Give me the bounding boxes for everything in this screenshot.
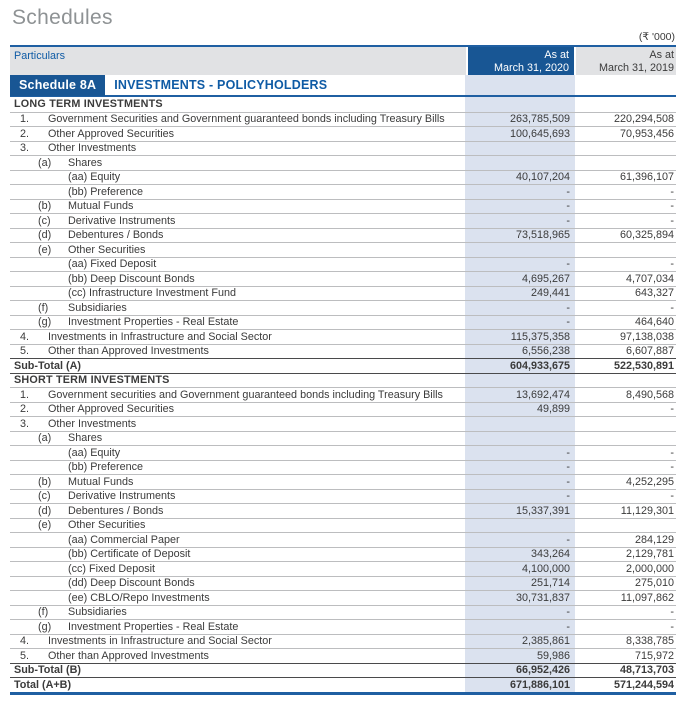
row-number: (g): [38, 620, 52, 633]
row-value-2020: 73,518,965: [515, 229, 570, 242]
table-row: [10, 112, 676, 127]
row-label-text: Government securities and Government guaranteed bonds including Treasury Bills: [48, 388, 443, 401]
row-value-2019: -: [670, 301, 674, 314]
row-value-2019: 220,294,508: [613, 113, 674, 126]
row-number: (f): [38, 301, 49, 314]
row-value-2019: -: [670, 200, 674, 213]
table-row: [10, 286, 676, 301]
row-label: [10, 142, 472, 154]
row-value-2019: 284,129: [634, 533, 674, 546]
row-value-2020: -: [566, 446, 570, 459]
col-2020-line1: As at: [544, 49, 569, 61]
row-label: (aa) Fixed Deposit: [68, 258, 157, 271]
row-number: 1.: [20, 388, 30, 401]
table-row: [10, 213, 676, 228]
row-number: (a): [38, 432, 52, 445]
row-number: (g): [38, 316, 52, 329]
row-label-text: Other Securities: [68, 519, 146, 532]
row-number: (d): [38, 229, 52, 242]
row-label-text: Other Investments: [48, 142, 137, 155]
row-label: [10, 302, 472, 314]
row-number: 3.: [20, 142, 30, 155]
row-label-text: Derivative Instruments: [68, 490, 176, 503]
row-number: (e): [38, 243, 52, 256]
table-row: [10, 387, 676, 402]
row-value-2020: 4,100,000: [521, 562, 570, 575]
row-value-2020: 4,695,267: [521, 272, 570, 285]
row-value-2020: -: [566, 620, 570, 633]
row-label: [10, 316, 472, 328]
row-value-2020: 15,337,391: [515, 504, 570, 517]
row-label-text: Subsidiaries: [68, 606, 127, 619]
row-value-2020: -: [566, 461, 570, 474]
row-value-2020: 115,375,358: [510, 330, 570, 343]
row-label: (dd) Deep Discount Bonds: [68, 577, 195, 590]
table-row: [10, 170, 676, 185]
table-row: [10, 315, 676, 330]
col-2020-line2: March 31, 2020: [493, 61, 569, 74]
row-number: 4.: [20, 330, 30, 343]
row-label: (aa) Commercial Paper: [68, 533, 180, 546]
row-label: Total (A+B): [14, 678, 72, 691]
row-number: (d): [38, 504, 52, 517]
row-label: [10, 650, 472, 662]
table-row: [10, 344, 676, 359]
row-label-text: Shares: [68, 432, 103, 445]
row-value-2019: 60,325,894: [619, 229, 674, 242]
table-row: [10, 329, 676, 344]
table-row: [10, 228, 676, 243]
row-label-text: Government Securities and Government guaranteed bonds including Treasury Bills: [48, 113, 445, 126]
section-row: [10, 97, 676, 112]
table-row: [10, 518, 676, 533]
row-value-2019: 61,396,107: [619, 171, 674, 184]
table-row: [10, 126, 676, 141]
row-label: LONG TERM INVESTMENTS: [14, 98, 163, 111]
row-value-2020: 66,952,426: [515, 664, 570, 677]
row-value-2019: 48,713,703: [619, 664, 674, 677]
table-row: [10, 576, 676, 591]
row-label-text: Mutual Funds: [68, 200, 134, 213]
row-label: [10, 432, 472, 444]
col-2020-header: [468, 47, 574, 75]
row-label: (cc) Infrastructure Investment Fund: [68, 287, 237, 300]
row-value-2019: 4,707,034: [625, 272, 674, 285]
row-number: 4.: [20, 635, 30, 648]
row-number: 2.: [20, 403, 30, 416]
row-label-text: Investments in Infrastructure and Social Sector: [48, 330, 272, 343]
row-label: [10, 345, 472, 357]
row-label: (bb) Deep Discount Bonds: [68, 272, 195, 285]
row-value-2020: 2,385,861: [521, 635, 570, 648]
row-label: [10, 229, 472, 241]
row-value-2020: -: [566, 301, 570, 314]
row-label: [10, 490, 472, 502]
row-number: (b): [38, 200, 52, 213]
table-row: [10, 503, 676, 518]
row-value-2020: 59,986: [536, 649, 570, 662]
table-row: [10, 300, 676, 315]
row-label: (ee) CBLO/Repo Investments: [68, 591, 210, 604]
row-label: [10, 331, 472, 343]
row-value-2019: 11,129,301: [620, 504, 674, 517]
row-value-2019: 11,097,862: [620, 591, 674, 604]
row-value-2020: -: [566, 258, 570, 271]
row-value-2019: 4,252,295: [625, 475, 674, 488]
schedule-row: [10, 75, 676, 97]
table-rows: [10, 97, 676, 692]
row-value-2020: -: [566, 214, 570, 227]
row-value-2019: 2,000,000: [625, 562, 674, 575]
row-label: [10, 157, 472, 169]
table-row: [10, 619, 676, 634]
table-body: [10, 75, 676, 692]
row-value-2019: 275,010: [634, 577, 674, 590]
row-value-2020: -: [566, 606, 570, 619]
table-row: [10, 532, 676, 547]
row-label-text: Other Approved Securities: [48, 127, 175, 140]
row-label: [10, 128, 472, 140]
row-value-2019: -: [670, 620, 674, 633]
row-label-text: Investment Properties - Real Estate: [68, 620, 239, 633]
schedule-title: INVESTMENTS - POLICYHOLDERS: [114, 78, 328, 92]
page-title: Schedules: [12, 6, 113, 29]
table-row: [10, 242, 676, 257]
row-number: 3.: [20, 417, 30, 430]
row-value-2019: 715,972: [634, 649, 674, 662]
row-label: [10, 635, 472, 647]
col-2019-header: [576, 47, 676, 75]
row-label: (bb) Certificate of Deposit: [68, 548, 191, 561]
row-value-2019: -: [670, 606, 674, 619]
table-row: [10, 155, 676, 170]
row-number: (f): [38, 606, 49, 619]
table-row: [10, 416, 676, 431]
col-2019-line1: As at: [649, 49, 674, 61]
row-value-2020: 6,556,238: [521, 345, 570, 358]
row-label-text: Mutual Funds: [68, 475, 134, 488]
row-label-text: Investment Properties - Real Estate: [68, 316, 239, 329]
col-2019-line2: March 31, 2019: [598, 61, 674, 74]
row-value-2020: -: [566, 200, 570, 213]
row-value-2019: -: [670, 403, 674, 416]
row-label: [10, 418, 472, 430]
row-value-2020: 13,692,474: [515, 388, 570, 401]
row-label: (bb) Preference: [68, 185, 144, 198]
row-value-2020: -: [566, 185, 570, 198]
row-label: [10, 505, 472, 517]
row-value-2019: -: [670, 185, 674, 198]
row-value-2020: -: [566, 316, 570, 329]
row-number: (c): [38, 490, 51, 503]
table-row: [10, 648, 676, 663]
schedule-badge: Schedule 8A: [10, 75, 105, 96]
row-label: [10, 113, 472, 125]
row-value-2020: -: [566, 490, 570, 503]
row-value-2020: 40,107,204: [515, 171, 570, 184]
row-value-2020: 249,441: [530, 287, 570, 300]
row-label-text: Shares: [68, 156, 103, 169]
row-value-2019: 464,640: [634, 316, 674, 329]
table-row: [10, 431, 676, 446]
row-value-2019: -: [670, 214, 674, 227]
row-label-text: Other than Approved Investments: [48, 345, 209, 358]
row-label-text: Other Approved Securities: [48, 403, 175, 416]
table-row: [10, 199, 676, 214]
table-row: [10, 677, 676, 692]
row-label-text: Investments in Infrastructure and Social Sector: [48, 635, 272, 648]
row-label: [10, 476, 472, 488]
particulars-header: Particulars: [10, 47, 466, 75]
row-value-2019: 643,327: [634, 287, 674, 300]
table-row: [10, 141, 676, 156]
row-value-2020: 343,264: [530, 548, 570, 561]
row-label: [10, 621, 472, 633]
table-header: [10, 47, 676, 75]
row-value-2020: 604,933,675: [509, 359, 570, 372]
row-value-2019: 571,244,594: [613, 678, 674, 691]
table-row: [10, 561, 676, 576]
row-value-2020: 251,714: [530, 577, 570, 590]
row-number: (c): [38, 214, 51, 227]
row-value-2020: -: [566, 475, 570, 488]
row-label: (aa) Equity: [68, 171, 121, 184]
row-value-2019: 6,607,887: [625, 345, 674, 358]
row-label: (bb) Preference: [68, 461, 144, 474]
row-value-2019: 8,490,568: [625, 388, 674, 401]
row-value-2019: 70,953,456: [619, 127, 674, 140]
row-label: [10, 244, 472, 256]
row-number: (e): [38, 519, 52, 532]
row-label: [10, 519, 472, 531]
document-page: [0, 6, 687, 695]
row-number: (a): [38, 156, 52, 169]
table-row: [10, 634, 676, 649]
row-value-2019: 522,530,891: [613, 359, 674, 372]
row-label: Sub-Total (B): [14, 664, 81, 677]
table-row: [10, 547, 676, 562]
table-row: [10, 605, 676, 620]
row-label-text: Derivative Instruments: [68, 214, 176, 227]
table-row: [10, 663, 676, 678]
row-label-text: Other Securities: [68, 243, 146, 256]
row-number: (b): [38, 475, 52, 488]
row-label-text: Debentures / Bonds: [68, 229, 164, 242]
row-label: Sub-Total (A): [14, 359, 81, 372]
row-label-text: Other Investments: [48, 417, 137, 430]
section-row: [10, 373, 676, 388]
row-label: [10, 403, 472, 415]
row-number: 1.: [20, 113, 30, 126]
row-value-2020: 671,886,101: [509, 678, 570, 691]
table-row: [10, 257, 676, 272]
row-label: [10, 606, 472, 618]
row-value-2020: 30,731,837: [515, 591, 570, 604]
row-number: 5.: [20, 649, 30, 662]
table-row: [10, 489, 676, 504]
row-number: 5.: [20, 345, 30, 358]
row-number: 2.: [20, 127, 30, 140]
row-label: [10, 200, 472, 212]
row-value-2019: -: [670, 490, 674, 503]
table-row: [10, 184, 676, 199]
investments-table: [10, 45, 676, 695]
row-value-2019: 8,338,785: [625, 635, 674, 648]
table-row: [10, 474, 676, 489]
row-value-2020: 49,899: [536, 403, 570, 416]
table-row: [10, 590, 676, 605]
table-row: [10, 445, 676, 460]
row-label-text: Subsidiaries: [68, 301, 127, 314]
table-row: [10, 358, 676, 373]
table-row: [10, 460, 676, 475]
row-label: [10, 215, 472, 227]
units-note: (₹ '000): [638, 31, 675, 43]
row-value-2019: -: [670, 258, 674, 271]
table-row: [10, 271, 676, 286]
row-label: (cc) Fixed Deposit: [68, 562, 155, 575]
row-value-2020: 100,645,693: [509, 127, 570, 140]
row-value-2020: 263,785,509: [509, 113, 570, 126]
row-value-2019: 97,138,038: [619, 330, 674, 343]
row-value-2019: 2,129,781: [625, 548, 674, 561]
row-value-2020: -: [566, 533, 570, 546]
row-label: [10, 389, 472, 401]
row-label-text: Other than Approved Investments: [48, 649, 209, 662]
row-label: SHORT TERM INVESTMENTS: [14, 374, 170, 387]
row-value-2019: -: [670, 461, 674, 474]
table-row: [10, 402, 676, 417]
row-label: (aa) Equity: [68, 446, 121, 459]
row-label-text: Debentures / Bonds: [68, 504, 164, 517]
row-value-2019: -: [670, 446, 674, 459]
